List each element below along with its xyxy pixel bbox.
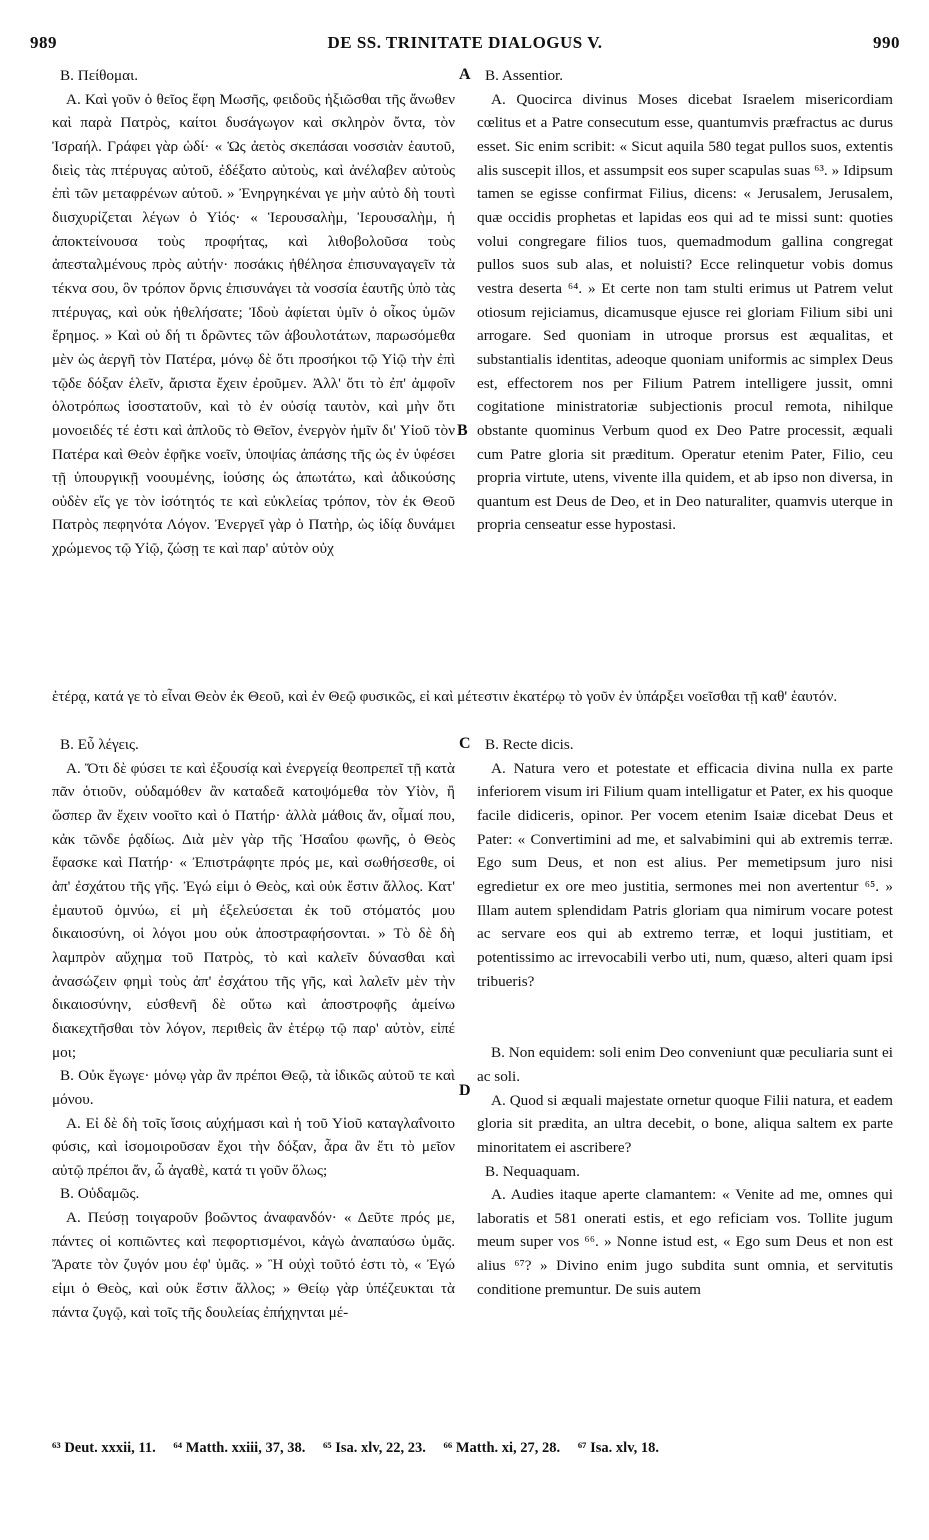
latin-paragraph: A. Quocirca divinus Moses dicebat Israelem misericordiam cœlitus et a Patre consecutum esse, quantumvis præfractus ac durus esset. Sic enim scribit: « Sicut aquila 580 tegat pullos suos, extentis alis suscepit illos, et assumpsit eos super scapulas suas ⁶³. » Idipsum tamen se egisse confirmat Filius, dicens: « Jerusalem, Jerusalem, quæ occidis prophetas et lapidas eos qui ad te missi sunt: quoties volui congregare filios tuos, quemadmodum gallina congregat pullos suos sub alas, et noluisti? Ecce relinquetur vobis domus vestra deserta ⁶⁴. » Et certe non tam stulti erimus ut Patrem velut otiosum rejiciamus, dicamusque ejusce rei gloriam Filium sibi uni arrogare. Sed quoniam in utroque prorsus est æqualitas, et substantialis identitas, adeoque quoniam uniformis ac simplex Deus est, effectorem nos per Filium Patrem intelligere jussit, omni cogitatione ministratoriæ subjectionis procul remota, nihilque obstante quominus Verbum quod ex Deo Patre processit, æquali cum Patre gloria sit præditum. Operatur etenim Pater, Filio, ceu propria virtute, utens, vivente illa quidem, et ab ipso non diversa, in quantum est Deus de Deo, et in Deo naturaliter, quamvis uterque in propria censeatur esse hypostasi. [477,90,893,534]
footnote: ⁶⁴ Matth. xxiii, 37, 38. [173,1440,306,1456]
latin-paragraph: B. Nequaquam. [485,1162,580,1180]
greek-column-bottom [52,733,455,1324]
greek-paragraph: A. Πεύσῃ τοιγαροῦν βοῶντος ἀναφανδόν· « Δεῦτε πρός με, πάντες οἱ κοπιῶντες καὶ πεφορτισμένοι, κἀγὼ ἀναπαύσω ὑμᾶς. Ἄρατε τὸν ζυγόν μου ἐφ' ὑμᾶς. » Ἢ οὐχὶ τοῦτό ἐστι τὸ, « Ἐγώ εἰμι ὁ Θεὸς, καὶ οὐκ ἔστιν ἄλλος; » Θείῳ γὰρ ὑπέζευκται τὰ πάντα ζυγῷ, καὶ τοῖς τῆς δουλείας ἐπήχηνται μέ- [52,1209,455,1321]
latin-paragraph: B. Assentior. [485,67,564,84]
greek-paragraph: B. Οὐδαμῶς. [60,1185,140,1203]
greek-paragraph: A. Καὶ γοῦν ὁ θεῖος ἔφη Μωσῆς, φειδοῦς ἠξιῶσθαι τῆς ἄνωθεν καὶ παρὰ Πατρὸς, καίτοι δυσάγωγον καὶ σκληρὸν ὄντα, τὸν Ἰσραήλ. Γράφει γὰρ ὡδί· « Ὡς ἀετὸς σκεπάσαι νοσσιὰν ἑαυτοῦ, διεὶς τὰς πτέρυγας αὐτοῦ, ἐδέξατο αὐτοὺς, καὶ ἀνέλαβεν αὐτοὺς ἐπὶ τῶν μεταφρένων αὐτοῦ. » Ἐνηργηκέναι γε μὴν αὐτὸ δὴ τουτὶ διισχυρίζεται λέγων ὁ Υἱός· « Ἱερουσαλὴμ, Ἱερουσαλὴμ, ἡ ἀποκτείνουσα τοὺς προφήτας, καὶ λιθοβολοῦσα τοὺς ἀπεσταλμένους πρὸς αὐτήν· ποσάκις ἠθέλησα ἐπισυναγαγεῖν τὰ τέκνα σου, ὃν τρόπον ὄρνις ἐπισυνάγει τὰ νοσσία ἑαυτῆς ὑπὸ τὰς πτέρυγας, καὶ οὐκ ἠθελήσατε; Ἰδοὺ ἀφίεται ὑμῖν ὁ οἶκος ὑμῶν ἔρημος. » Καὶ οὐ δή τι δρῶντες τῶν ἀβουλοτάτων, παρωσόμεθα μὲν ὡς ἀεργῆ τὸν Πατέρα, μόνῳ δὲ ὅτι προσήκοι τῷ Υἱῷ τὴν ἐπὶ τῷδε δόξαν ἑλεῖν, ἄριστα ἔχειν ἐροῦμεν. Ἀλλ' ὅτι τὸ ἐπ' ἀμφοῖν ὁλοτρόπως ἰσοστατοῦν, καὶ τὸ ἐν οὐσίᾳ ταυτὸν, καὶ μὴν ὅτι μονοειδές τέ ἐστι καὶ ἁπλοῦς τὸ Θεῖον, ἐνεργὸν ἡμῖν δι' Υἱοῦ τὸν Πατέρα καὶ Θεὸν ἐφῆκε νοεῖν, ὑποψίας ἀπάσης τῆς ὡς ἐν ὑφέσει τῇ ὑπουργικῇ νοουμένης, ἰούσης ὡς ἀπωτάτω, καὶ ἀδικούσης οὐδὲν εἴς γε τὸν ἰσότητός τε καὶ εὐκλείας τρόπον, τὸν ἐκ Θεοῦ Πατρὸς πεφηνότα Λόγον. Ἐνεργεῖ γὰρ ὁ Πατὴρ, ὡς ἰδίᾳ δυνάμει χρώμενος τῷ Υἱῷ, ζώσῃ τε καὶ παρ' αὐτὸν οὐχ [52,90,455,558]
latin-paragraph: A. Quod si æquali majestate ornetur quoque Filii natura, et eadem gloria sit prædita, an ultra decebit, o bone, aliqua saltem ex parte minoritatem ei ascribere? [477,1091,893,1156]
greek-paragraph: B. Οὐκ ἔγωγε· μόνῳ γὰρ ἂν πρέποι Θεῷ, τὰ ἰδικῶς αὐτοῦ τε καὶ μόνου. [52,1067,455,1108]
margin-letter-c: C [459,735,471,752]
footnote: ⁶³ Deut. xxxii, 11. [52,1440,156,1456]
greek-column-top [52,64,455,561]
greek-paragraph: A. Εἰ δὲ δὴ τοῖς ἴσοις αὐχήμασι καὶ ἡ τοῦ Υἱοῦ καταγλαΐνοιτο φύσις, καὶ ἰσομοιροῦσαν ἔχοι τὴν δόξαν, ἆρα ἂν ἔτι τὸ μεῖον αὐτῷ πρέποι ἄν, ὦ ἀγαθὲ, κατά τι γοῦν ὅλως; [52,1114,455,1179]
greek-continuation: ἑτέρᾳ, κατά γε τὸ εἶναι Θεὸν ἐκ Θεοῦ, καὶ ἐν Θεῷ φυσικῶς, εἰ καὶ μέτεστιν ἑκατέρῳ τὸ γοῦν ἐν ὑπάρξει νοεῖσθαι τῇ καθ' ἑαυτόν. [52,688,838,705]
latin-column-bottom [477,733,893,1301]
margin-letter-a: A [459,66,471,83]
footnote: ⁶⁵ Isa. xlv, 22, 23. [322,1440,426,1456]
latin-paragraph: A. Audies itaque aperte clamantem: « Venite ad me, omnes qui laboratis et 581 onerati estis, et ego reficiam vos. Tollite jugum meum super vos ⁶⁶. » Nonne istud est, « Ego sum Deus et non est alius ⁶⁷? » Divino enim jugo subdita sunt omnia, et servitutis conditione premuntur. De suis autem [477,1186,893,1298]
latin-paragraph: B. Recte dicis. [485,736,574,753]
greek-paragraph: B. Εὖ λέγεις. [60,736,139,753]
margin-letter-d: D [459,1082,471,1099]
latin-paragraph: B. Non equidem: soli enim Deo conveniunt quæ peculiaria sunt ei ac soli. [477,1044,893,1085]
running-title: DE SS. TRINITATE DIALOGUS V. [327,33,603,52]
greek-paragraph: B. Πείθομαι. [60,67,139,84]
margin-letter-b: B [457,422,468,439]
greek-paragraph: A. Ὅτι δὲ φύσει τε καὶ ἐξουσίᾳ καὶ ἐνεργείᾳ θεοπρεπεῖ τῇ κατὰ πᾶν ὁτιοῦν, οὐδαμόθεν ἂν καταδεᾶ κατοψόμεθα τὸν Υἱὸν, ἢ ὥσπερ ἂν ἔχειν νοοῖτο καὶ ὁ Πατήρ· ἀλλὰ μάθοις ἄν, οἶμαί που, κἀκ τῶνδε ῥᾳδίως. Διὰ μὲν γὰρ τῆς Ἡσαΐου φωνῆς, ὁ Θεὸς ἔφασκε καὶ Πατήρ· « Ἐπιστράφητε πρός με, καὶ σωθήσεσθε, οἱ ἀπ' ἐσχάτου τῆς γῆς. Ἐγώ εἰμι ὁ Θεὸς, καὶ οὐκ ἔστιν ἄλλος. Κατ' ἐμαυτοῦ ὀμνύω, εἰ μὴ ἐξελεύσεται ἐκ τοῦ στόματός μου δικαιοσύνη, οἱ λόγοι μου οὐκ ἀποστραφήσονται. » Τὸ δὲ δὴ λαμπρὸν αὔχημα τοῦ Πατρὸς, τὸ καὶ καλεῖν δύνασθαι καὶ ἀνασώζειν φημὶ τοὺς ἀπ' ἐσχάτου τῆς γῆς, καὶ λαλεῖν μὲν τὴν δικαιοσύνην, εὐσθενῆ δὲ οὕτω καὶ ἀποστροφῆς ἀμείνω διακεχτῆσθαι τὸν λόγον, περιθεὶς ἂν ἑτέρῳ τῷ παρ' αὐτὸν, εἰπέ μοι; [52,759,455,1061]
page-header [30,33,900,59]
full-width-greek-line [52,685,894,709]
right-page-number: 990 [873,33,900,52]
footnote: ⁶⁷ Isa. xlv, 18. [577,1440,660,1456]
latin-paragraph: A. Natura vero et potestate et efficacia divina nulla ex parte inferiorem visum iri Filium quam intelligatur et Pater, ex his quoque facile didiceris, opinor. Per vocem etenim Isaiæ dicebat Deus et Pater: « Convertimini ad me, et salvabimini qui ab extremis terræ. Ego sum Deus, et non est alius. Per memetipsum juro nisi egredietur ex ore meo justitia, sermones mei non avertentur ⁶⁵. » Illam autem splendidam Patris gloriam qua nimirum vocare potest ac servare eos qui ab extremo terræ, et loqui justitiam, et potentissimo ac irrevocabili verbo uti, num, quæso, alteri quam ipsi tribueris? [477,759,893,990]
footnote: ⁶⁶ Matth. xi, 27, 28. [443,1440,561,1456]
latin-column-top [477,64,893,537]
footnotes [52,1440,894,1457]
left-page-number: 989 [30,33,57,52]
